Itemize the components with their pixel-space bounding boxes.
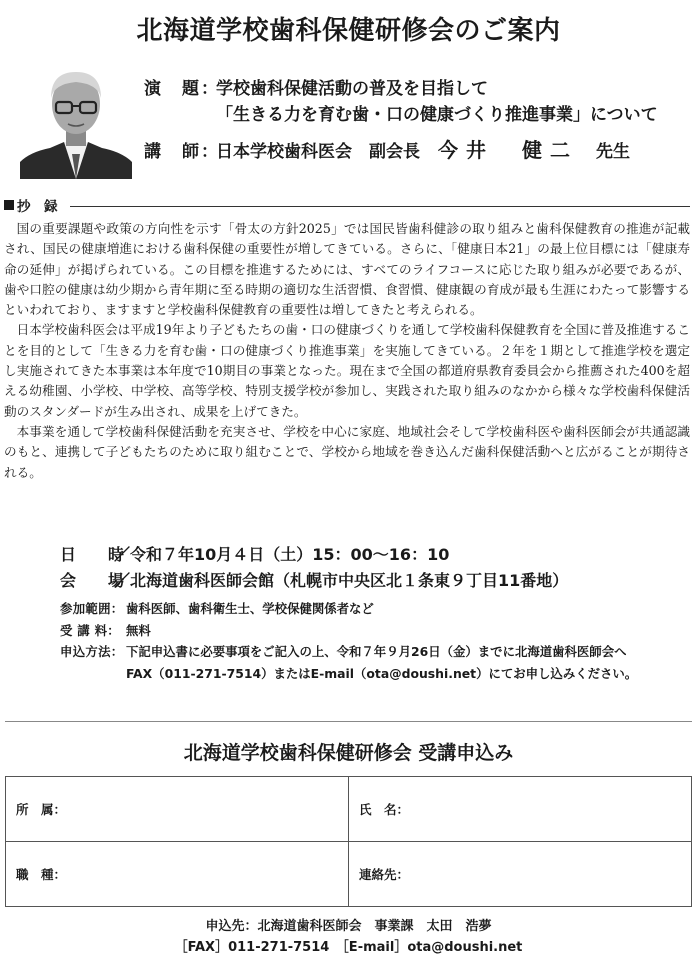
topic-line1: 学校歯科保健活動の普及を目指して [216,79,488,99]
topic-row-2 [216,100,658,125]
scope-value: 歯科医師、歯科衛生士、学校保健関係者など [126,601,374,616]
affiliation-label: 所 属： [16,802,67,817]
topic-row [144,74,488,99]
speaker-name: 今井 健二 [438,138,578,162]
abstract-heading [4,195,690,215]
date-label: 日 時 [60,545,125,564]
form-title: 北海道学校歯科保健研修会 受講申込み [183,742,514,764]
speaker-org: 日本学校歯科医会 副会長 [216,142,420,162]
apply-row [60,641,646,684]
page-title: 北海道学校歯科保健研修会のご案内 [136,16,561,46]
topic-line2: 「生きる力を育む歯・口の健康づくり推進事業」について [216,105,658,125]
event-date [60,542,449,565]
scope-label: 参加範囲： [60,601,124,616]
abstract-body [4,219,690,483]
name-label: 氏 名： [359,802,410,817]
speaker-label: 講 師： [144,142,220,162]
job-label: 職 種： [16,867,67,882]
square-bullet-icon [4,200,14,210]
topic-label: 演 題： [144,79,220,99]
footer-fax-email: ［FAX］011-271-7514 ［E-mail］ota@doushi.net [174,940,523,955]
abstract-heading-label: 抄 録 [17,199,58,215]
contact-field[interactable] [349,842,692,907]
apply-value: 下記申込書に必要事項をご記入の上、令和７年９月26日（金）までに北海道歯科医師会へFAX（011-271-7514）またはE-mail（ota@doushi.net）にてお申し込みください。 [126,644,638,681]
venue-label: 会 場 [60,571,125,590]
contact-label: 連絡先： [359,867,410,882]
venue-value: ／北海道歯科医師会館（札幌市中央区北１条東９丁目11番地） [114,571,569,590]
abstract-paragraph: 日本学校歯科医会は平成19年より子どもたちの歯・口の健康づくりを通して学校歯科保健教育を全国に普及推進することを目的として「生きる力を育む歯・口の健康づくり推進事業」を実施してきている。２年を１期として推進学校を選定し実施されてきた本事業は本年度で10期目の事業となった。現在まで全国の都道府県教育委員会から推薦された400を超える幼稚園、小学校、中学校、高等学校、特別支援学校が参加し、実践された取り組みのなかから様々な学校歯科保健活動のスタンダードが生み出され、成果を上げてきた。 [4,322,690,419]
date-value: ／令和７年10月４日（土）15：00〜16：10 [114,545,450,564]
speaker-photo [20,58,132,179]
divider [70,206,691,207]
speaker-honorific: 先生 [596,142,630,162]
footer-contact: 申込先：北海道歯科医師会 事業課 太田 浩夢 [205,919,492,934]
section-divider [5,721,692,722]
fee-row [60,620,646,642]
apply-label: 申込方法： [60,644,124,659]
name-field[interactable] [349,777,692,842]
abstract-paragraph: 国の重要課題や政策の方向性を示す「骨太の方針2025」では国民皆歯科健診の取り組みと歯科保健教育の推進が記載され、国民の健康増進における歯科保健の重要性が増してきている。さらに、「健康日本21」の最上位目標には「健康寿命の延伸」が掲げられている。この目標を推進するためには、すべてのライフコースに応じた取り組みが必要であるが、歯や口腔の健康は幼少期から青年期に至る時期の適切な生活習慣、食習慣、健康観の育成が最も生涯にわたって影響するといわれており、ますますと学校歯科保健教育の重要性は増してきたと考えられる。 [4,221,690,318]
job-field[interactable] [6,842,349,907]
application-form [5,776,692,907]
scope-row [60,598,646,620]
event-details [60,598,646,684]
speaker-row [144,134,630,163]
fee-value: 無料 [126,622,151,638]
affiliation-field[interactable] [6,777,349,842]
abstract-paragraph: 本事業を通して学校歯科保健活動を充実させ、学校を中心に家庭、地域社会そして学校歯科医や歯科医師会が共通認識のもと、連携して子どもたちのために取り組むことで、学校から地域を巻き込んだ歯科保健活動へと広がることが期待される。 [4,423,690,480]
event-venue [60,568,568,591]
fee-label: 受 講 料： [60,622,120,638]
